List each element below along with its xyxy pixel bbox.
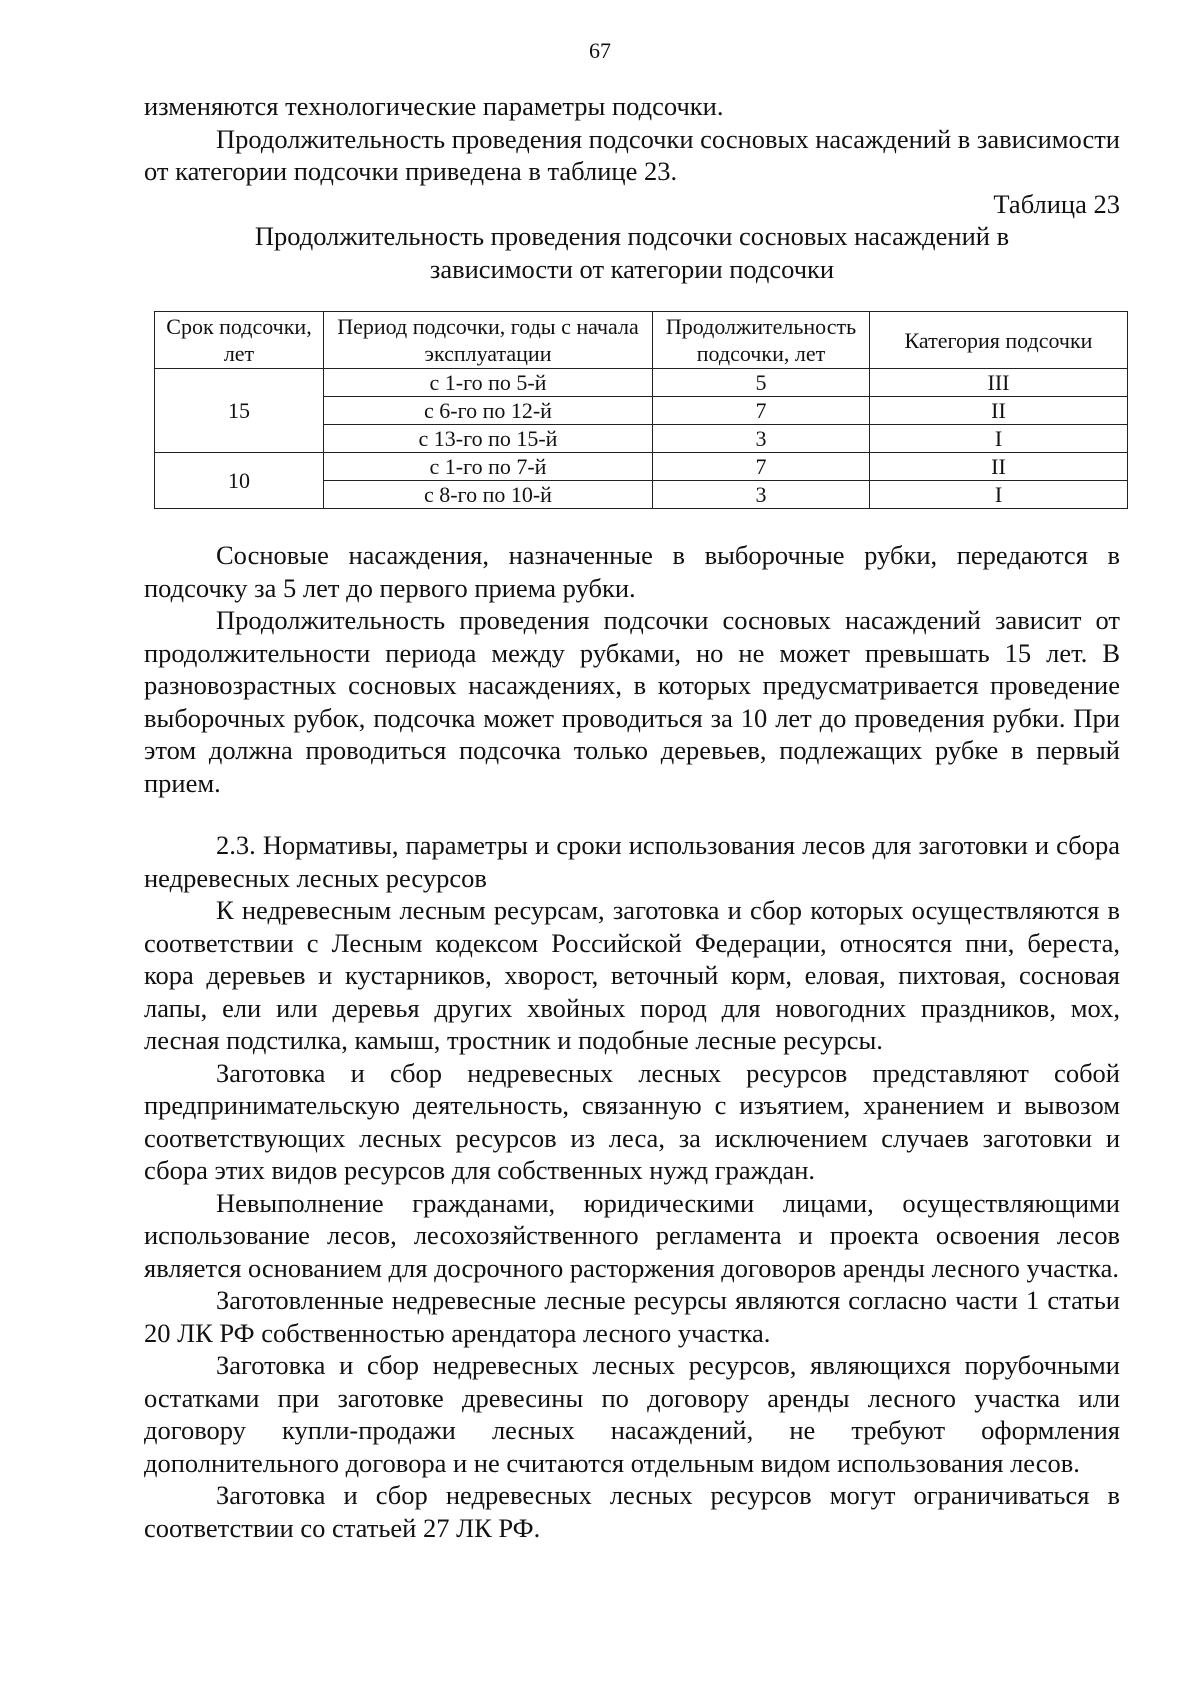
period-cell: с 8-го по 10-й	[324, 481, 653, 509]
term-cell: 10	[155, 453, 324, 509]
header-term: Срок подсочки, лет	[155, 312, 324, 369]
duration-cell: 3	[653, 481, 870, 509]
category-cell: III	[870, 369, 1128, 397]
paragraph: Заготовка и сбор недревесных лесных ресурсов представляют собой предпринимательскую деятельность, связанную с изъятием, хранением и вывозом соответствующих лесных ресурсов из леса, за исключением случаев заготовки и сбора этих видов ресурсов для собственных нужд граждан.	[144, 1057, 1120, 1185]
paragraph: Заготовка и сбор недревесных лесных ресурсов, являющихся порубочными остатками при заготовке древесины по договору аренды лесного участка или договору купли-продажи лесных насаждений, не требуют оформления дополнительного договора и не считаются отдельным видом использования лесов.	[144, 1350, 1120, 1478]
table-row	[155, 369, 1128, 397]
category-cell: I	[870, 481, 1128, 509]
period-cell: с 6-го по 12-й	[324, 397, 653, 425]
category-cell: II	[870, 453, 1128, 481]
header-duration: Продолжительность подсочки, лет	[653, 312, 870, 369]
header-category: Категория подсочки	[870, 312, 1128, 369]
tapping-duration-table	[154, 311, 1128, 509]
intro-paragraph: Продолжительность проведения подсочки сосновых насаждений в зависимости от категории подсочки приведена в таблице 23.	[144, 123, 1120, 186]
paragraph: К недревесным лесным ресурсам, заготовка и сбор которых осуществляются в соответствии с Лесным кодексом Российской Федерации, относятся пни, береста, кора деревьев и кустарников, хворост, веточный корм, еловая, пихтовая, сосновая лапы, ели или деревья других хвойных пород для новогодних праздников, мох, лесная подстилка, камыш, тростник и подобные лесные ресурсы.	[144, 895, 1120, 1055]
period-cell: с 1-го по 5-й	[324, 369, 653, 397]
paragraph: Заготовленные недревесные лесные ресурсы являются согласно части 1 статьи 20 ЛК РФ собственностью арендатора лесного участка.	[144, 1285, 1120, 1348]
period-cell: с 1-го по 7-й	[324, 453, 653, 481]
document-body	[144, 90, 1120, 1544]
duration-cell: 7	[653, 397, 870, 425]
page-number: 67	[589, 38, 611, 63]
category-cell: II	[870, 397, 1128, 425]
duration-cell: 7	[653, 453, 870, 481]
category-cell: I	[870, 425, 1128, 453]
header-period: Период подсочки, годы с начала эксплуатации	[324, 312, 653, 369]
term-cell: 15	[155, 369, 324, 453]
duration-cell: 5	[653, 369, 870, 397]
period-cell: с 13-го по 15-й	[324, 425, 653, 453]
paragraph: Сосновые насаждения, назначенные в выборочные рубки, передаются в подсочку за 5 лет до первого приема рубки.	[144, 540, 1120, 603]
table-row	[155, 453, 1128, 481]
paragraph: Продолжительность проведения подсочки сосновых насаждений зависит от продолжительности периода между рубками, но не может превышать 15 лет. В разновозрастных сосновых насаждениях, в которых предусматривается проведение выборочных рубок, подсочка может проводиться за 10 лет до проведения рубки. При этом должна проводиться подсочка только деревьев, подлежащих рубке в первый прием.	[144, 605, 1120, 798]
paragraph: Заготовка и сбор недревесных лесных ресурсов могут ограничиваться в соответствии со статьей 27 ЛК РФ.	[144, 1480, 1120, 1543]
section-heading: 2.3. Нормативы, параметры и сроки использования лесов для заготовки и сбора недревесных лесных ресурсов	[144, 830, 1120, 893]
table-title: Продолжительность проведения подсочки сосновых насаждений в зависимости от категории подсочки	[254, 221, 1010, 284]
table-header-row	[155, 312, 1128, 369]
paragraph: Невыполнение гражданами, юридическими лицами, осуществляющими использование лесов, лесохозяйственного регламента и проекта освоения лесов является основанием для досрочного расторжения договоров аренды лесного участка.	[144, 1187, 1120, 1283]
duration-cell: 3	[653, 425, 870, 453]
table-label: Таблица 23	[993, 188, 1120, 219]
intro-line: изменяются технологические параметры подсочки.	[144, 91, 724, 121]
